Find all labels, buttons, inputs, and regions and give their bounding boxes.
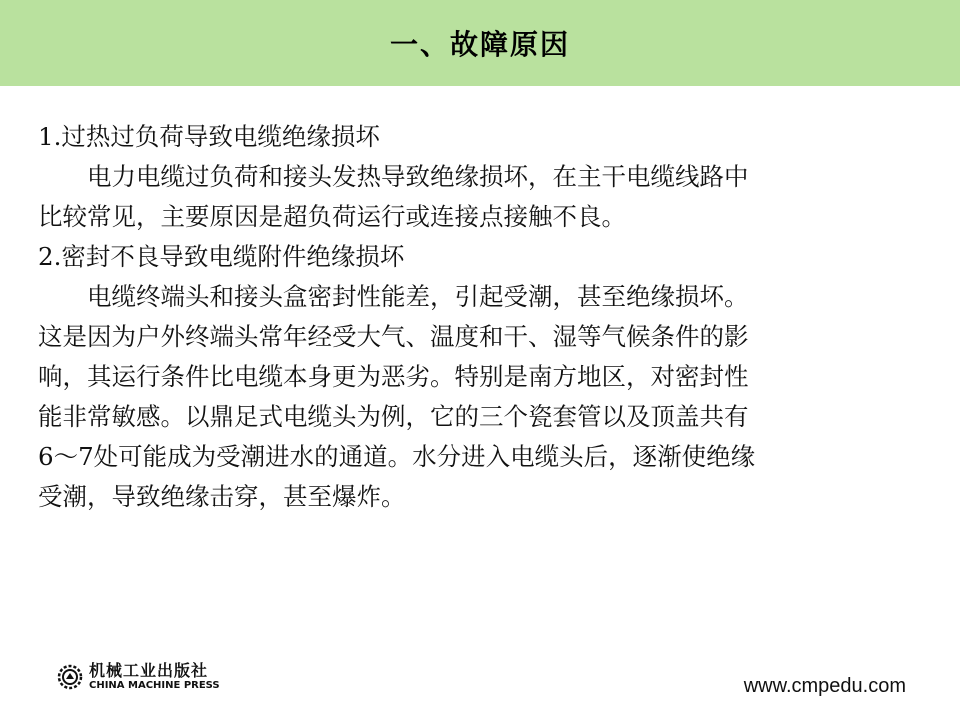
paragraph-line: 能非常敏感。以鼎足式电缆头为例，它的三个瓷套管以及顶盖共有	[38, 402, 749, 431]
publisher-logo	[57, 660, 220, 694]
section-heading-2: 2.密封不良导致电缆附件绝缘损坏	[38, 242, 405, 271]
paragraph-line: 这是因为户外终端头常年经受大气、温度和干、湿等气候条件的影	[38, 322, 749, 351]
paragraph-line: 电力电缆过负荷和接头发热导致绝缘损坏，在主干电缆线路中	[38, 162, 749, 191]
paragraph-line: 响，其运行条件比电缆本身更为恶劣。特别是南方地区，对密封性	[38, 362, 749, 391]
gear-icon	[57, 664, 83, 690]
slide-title: 一、故障原因	[389, 28, 570, 61]
section-heading-1: 1.过热过负荷导致电缆绝缘损坏	[38, 122, 380, 151]
paragraph-line: 电缆终端头和接头盒密封性能差，引起受潮，甚至绝缘损坏。	[38, 282, 749, 311]
publisher-name-cn: 机械工业出版社	[89, 661, 209, 680]
title-bar	[0, 0, 960, 86]
slide-body	[38, 117, 898, 517]
paragraph-line: 6～7处可能成为受潮进水的通道。水分进入电缆头后，逐渐使绝缘	[38, 442, 756, 471]
paragraph-line: 比较常见，主要原因是超负荷运行或连接点接触不良。	[38, 202, 626, 231]
publisher-name-en: CHINA MACHINE PRESS	[89, 680, 220, 691]
website-url[interactable]: www.cmpedu.com	[743, 675, 906, 697]
paragraph-line: 受潮，导致绝缘击穿，甚至爆炸。	[38, 482, 406, 511]
